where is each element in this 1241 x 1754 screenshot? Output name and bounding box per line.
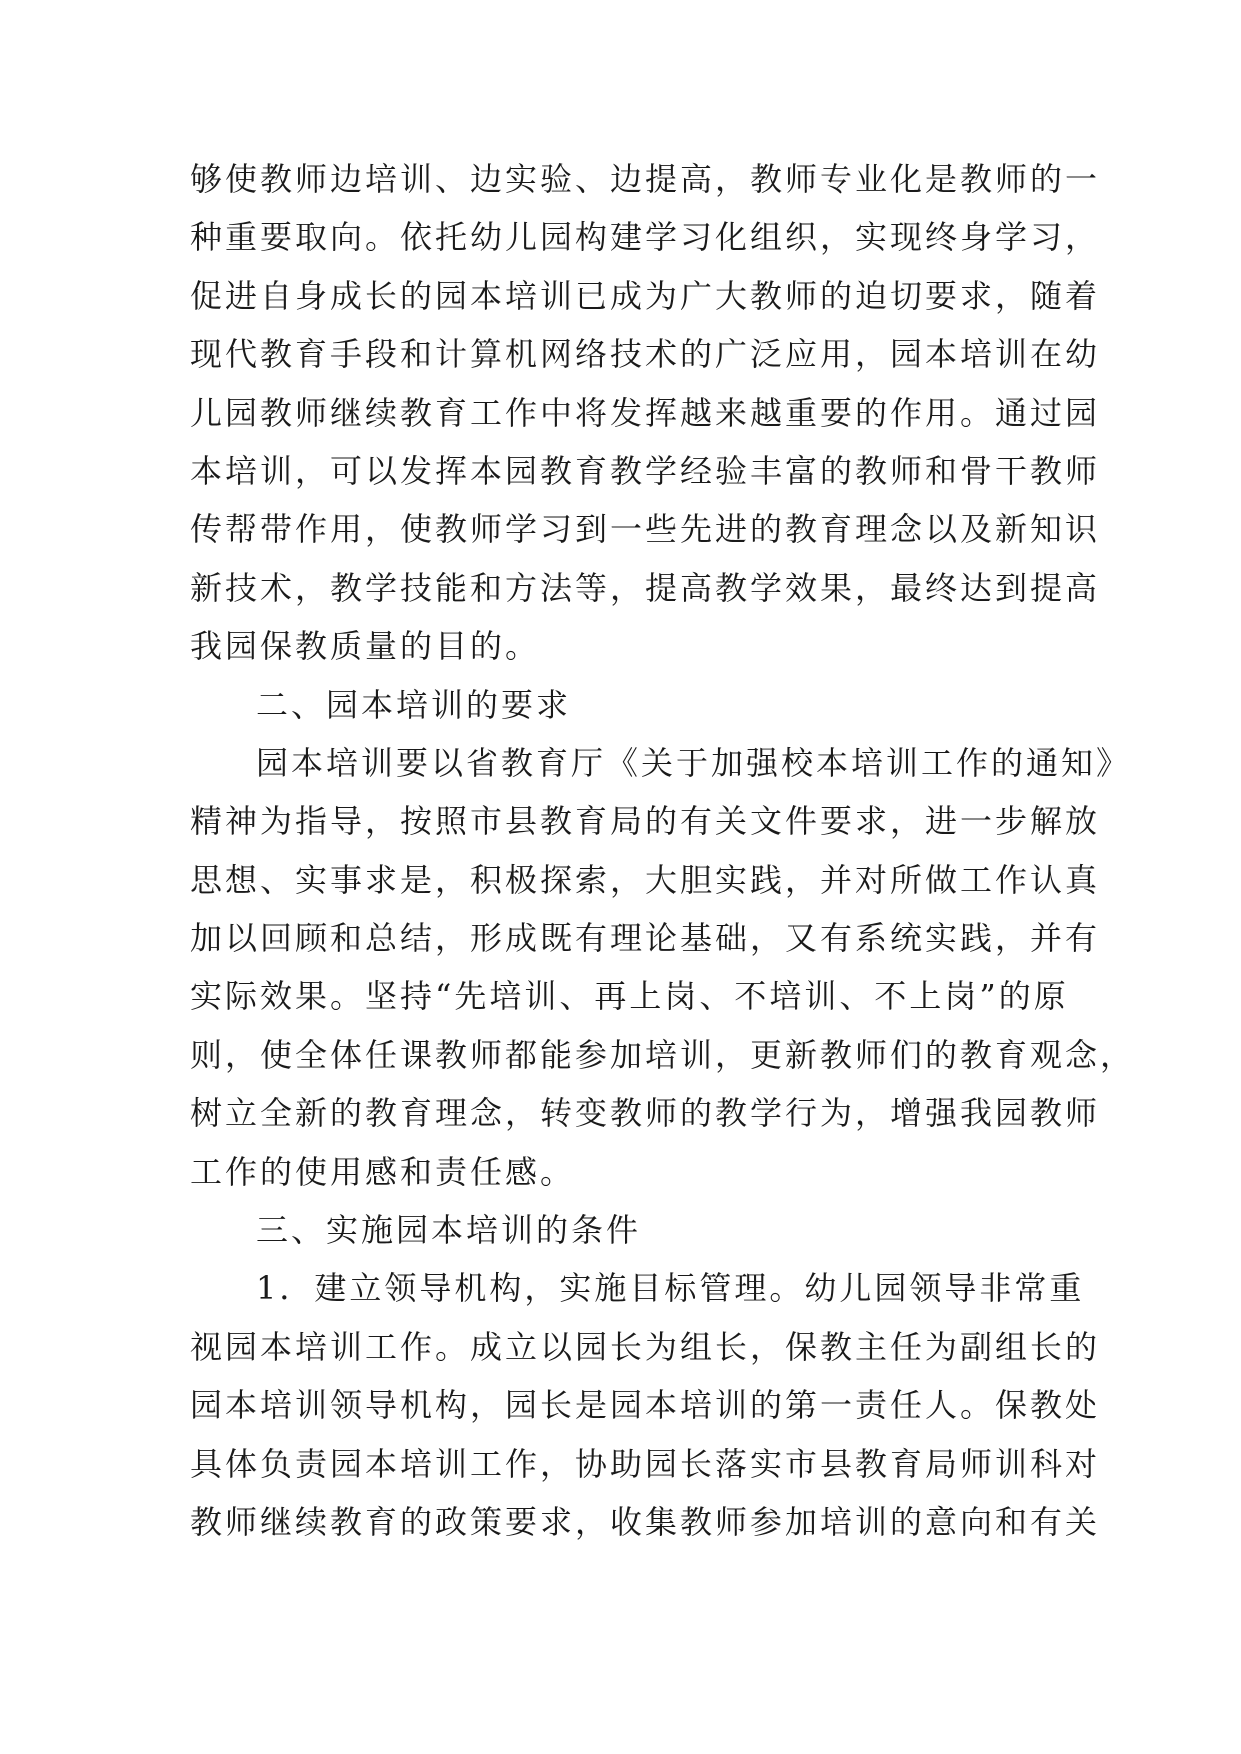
text-line: 本培训，可以发挥本园教育教学经验丰富的教师和骨干教师 bbox=[190, 451, 1101, 490]
text-line: 树立全新的教育理念，转变教师的教学行为，增强我园教师 bbox=[190, 1094, 1101, 1133]
text-line: 够使教师边培训、边实验、边提高，教师专业化是教师的一 bbox=[190, 160, 1101, 198]
text-line: 现代教育手段和计算机网络技术的广泛应用，园本培训在幼 bbox=[190, 335, 1101, 374]
body-text bbox=[190, 150, 1136, 1551]
text-line: 儿园教师继续教育工作中将发挥越来越重要的作用。通过园 bbox=[190, 393, 1101, 432]
text-line: 则，使全体任课教师都能参加培训，更新教师们的教育观念， bbox=[190, 1035, 1136, 1074]
text-line: 精神为指导，按照市县教育局的有关文件要求，进一步解放 bbox=[190, 802, 1101, 841]
text-line: 传帮带作用，使教师学习到一些先进的教育理念以及新知识 bbox=[190, 510, 1101, 549]
text-line: 加以回顾和总结，形成既有理论基础，又有系统实践，并有 bbox=[190, 919, 1101, 958]
section-heading: 二、园本培训的要求 bbox=[256, 685, 572, 724]
text-line: 我园保教质量的目的。 bbox=[190, 627, 541, 666]
text-line: 促进自身成长的园本培训已成为广大教师的迫切要求，随着 bbox=[190, 276, 1101, 315]
text-line: 教师继续教育的政策要求，收集教师参加培训的意向和有关 bbox=[190, 1502, 1101, 1541]
text-line: 实际效果。坚持“先培训、再上岗、不培训、不上岗”的原 bbox=[190, 977, 1069, 1016]
text-line: 新技术，教学技能和方法等，提高教学效果，最终达到提高 bbox=[190, 568, 1101, 607]
text-line: 园本培训领导机构，园长是园本培训的第一责任人。保教处 bbox=[190, 1386, 1101, 1425]
text-line: 工作的使用感和责任感。 bbox=[190, 1152, 576, 1191]
text-line: 具体负责园本培训工作，协助园长落实市县教育局师训科对 bbox=[190, 1444, 1101, 1483]
text-line: 思想、实事求是，积极探索，大胆实践，并对所做工作认真 bbox=[190, 860, 1101, 899]
text-line: 种重要取向。依托幼儿园构建学习化组织，实现终身学习， bbox=[190, 218, 1101, 257]
section-heading: 三、实施园本培训的条件 bbox=[256, 1211, 642, 1250]
text-line: 视园本培训工作。成立以园长为组长，保教主任为副组长的 bbox=[190, 1327, 1101, 1366]
text-line: 园本培训要以省教育厅《关于加强校本培训工作的通知》 bbox=[256, 743, 1132, 782]
text-line: 1．建立领导机构，实施目标管理。幼儿园领导非常重 bbox=[256, 1269, 1085, 1308]
